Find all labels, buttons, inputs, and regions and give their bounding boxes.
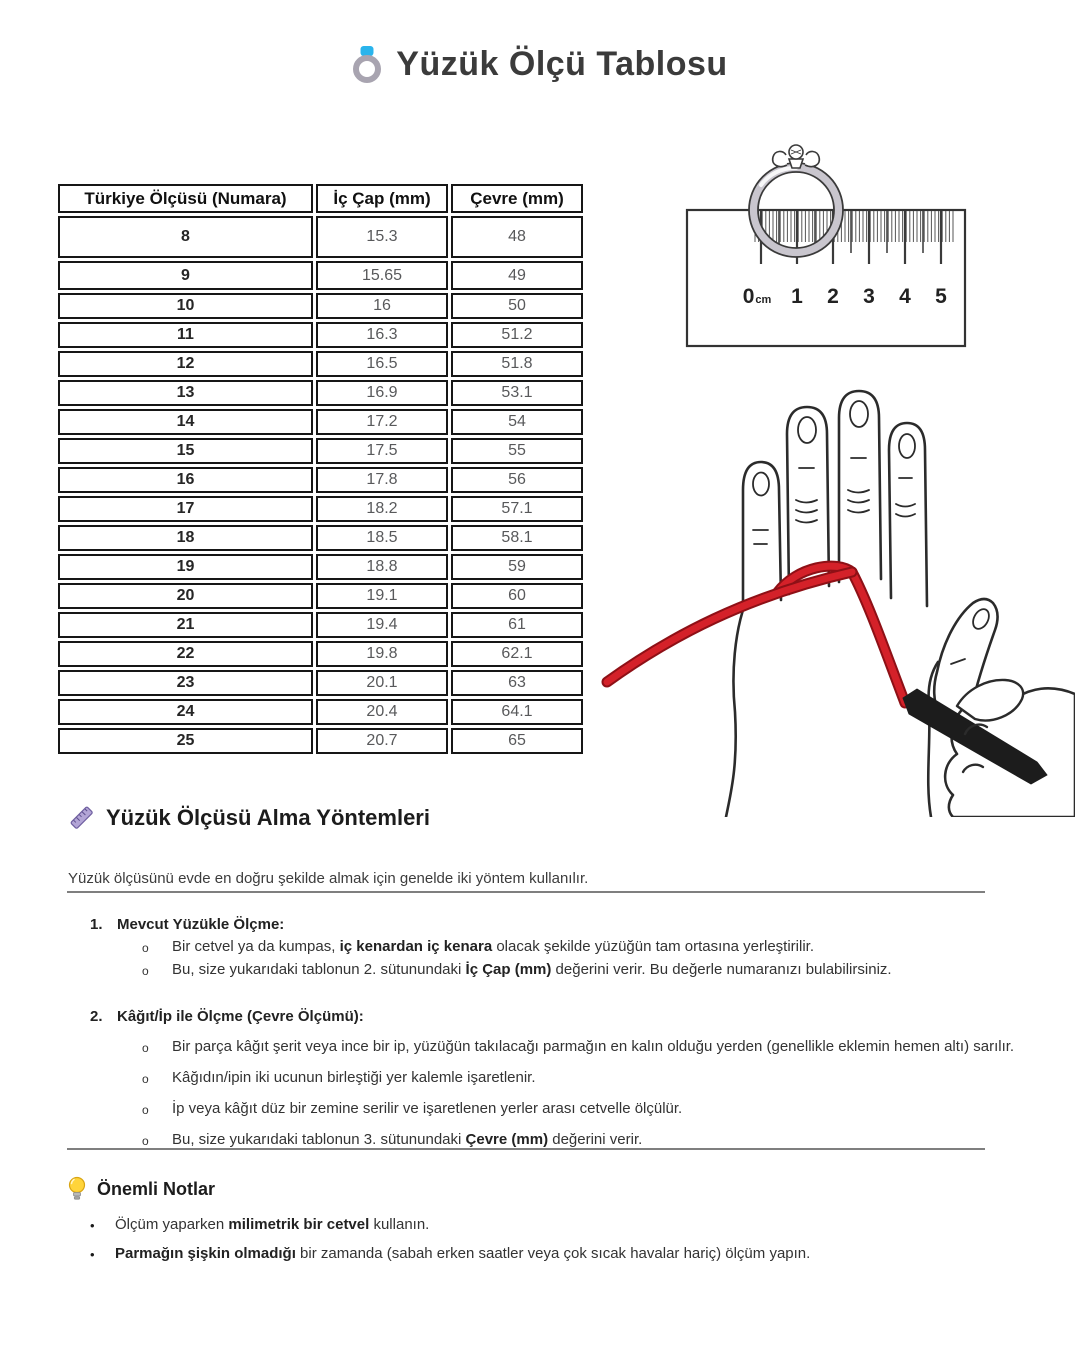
table-cell: 65 <box>451 728 583 754</box>
table-cell: 19 <box>58 554 313 580</box>
table-cell: 18 <box>58 525 313 551</box>
table-cell: 8 <box>58 216 313 258</box>
table-row <box>58 351 583 377</box>
ruler-number: 1 <box>791 285 803 308</box>
table-cell: 60 <box>451 583 583 609</box>
table-cell: 16 <box>316 293 448 319</box>
note-bullet-text: Parmağın şişkin olmadığı bir zamanda (sabah erken saatler veya çok sıcak havalar hariç) ölçüm yapın. <box>115 1245 811 1262</box>
sub-bullet-text: Bir cetvel ya da kumpas, iç kenardan iç kenara olacak şekilde yüzüğün tam ortasına yerleştirilir. <box>172 938 814 955</box>
method-item-number: 2. <box>90 1008 103 1025</box>
table-cell: 19.4 <box>316 612 448 638</box>
column-header: Türkiye Ölçüsü (Numara) <box>58 184 313 213</box>
table-cell: 16.3 <box>316 322 448 348</box>
ruler-number: 4 <box>899 285 911 308</box>
sub-bullet-text: Bu, size yukarıdaki tablonun 3. sütunundaki Çevre (mm) değerini verir. <box>172 1131 643 1148</box>
table-row <box>58 438 583 464</box>
method-item-label: Mevcut Yüzükle Ölçme: <box>117 916 285 933</box>
table-cell: 25 <box>58 728 313 754</box>
table-row <box>58 699 583 725</box>
ruler-number: 2 <box>827 285 839 308</box>
sub-bullet-marker: o <box>142 964 149 978</box>
table-cell: 61 <box>451 612 583 638</box>
notes-heading-row <box>68 1176 215 1202</box>
page-title: Yüzük Ölçü Tablosu <box>396 44 728 83</box>
methods-list <box>90 914 1040 1152</box>
table-row <box>58 612 583 638</box>
hand-string-illustration <box>585 372 1075 817</box>
table-cell: 20 <box>58 583 313 609</box>
table-cell: 18.2 <box>316 496 448 522</box>
divider <box>67 891 985 893</box>
method-item <box>90 914 1040 982</box>
table-row <box>58 409 583 435</box>
method-item-title <box>90 1006 1040 1028</box>
method-sub-bullet <box>142 1036 1040 1059</box>
table-cell: 21 <box>58 612 313 638</box>
table-cell: 23 <box>58 670 313 696</box>
table-cell: 56 <box>451 467 583 493</box>
table-cell: 13 <box>58 380 313 406</box>
table-cell: 64.1 <box>451 699 583 725</box>
table-cell: 19.8 <box>316 641 448 667</box>
table-cell: 24 <box>58 699 313 725</box>
method-sub-bullet <box>142 1067 1040 1090</box>
method-sub-bullet <box>142 1098 1040 1121</box>
table-cell: 62.1 <box>451 641 583 667</box>
sub-bullet-marker: o <box>142 1072 149 1086</box>
table-cell: 53.1 <box>451 380 583 406</box>
table-cell: 18.8 <box>316 554 448 580</box>
page-title-row <box>0 44 1080 84</box>
methods-intro: Yüzük ölçüsünü evde en doğru şekilde almak için genelde iki yöntem kullanılır. <box>68 870 589 887</box>
table-cell: 20.4 <box>316 699 448 725</box>
table-cell: 51.8 <box>451 351 583 377</box>
table-row <box>58 583 583 609</box>
table-row <box>58 670 583 696</box>
table-cell: 17.2 <box>316 409 448 435</box>
table-cell: 50 <box>451 293 583 319</box>
ring-size-table <box>55 181 586 757</box>
note-bullet-marker: • <box>90 1247 95 1262</box>
note-bullet <box>90 1214 1040 1237</box>
table-header <box>58 184 583 213</box>
method-item-number: 1. <box>90 916 103 933</box>
divider <box>67 1148 985 1150</box>
table-cell: 48 <box>451 216 583 258</box>
table-row <box>58 728 583 754</box>
ruler-icon <box>68 804 95 831</box>
column-header: Çevre (mm) <box>451 184 583 213</box>
table-cell: 51.2 <box>451 322 583 348</box>
table-row <box>58 261 583 290</box>
table-cell: 54 <box>451 409 583 435</box>
ruler-ring-illustration <box>683 135 973 350</box>
ruler-number: 3 <box>863 285 875 308</box>
sub-bullet-marker: o <box>142 1103 149 1117</box>
sub-bullet-text: İp veya kâğıt düz bir zemine serilir ve işaretlenen yerler arası cetvelle ölçülür. <box>172 1100 683 1117</box>
table-row <box>58 380 583 406</box>
ruler-number: 5 <box>935 285 947 308</box>
note-bullet <box>90 1243 1040 1266</box>
note-bullet-text: Ölçüm yaparken milimetrik bir cetvel kullanın. <box>115 1216 430 1233</box>
table-cell: 58.1 <box>451 525 583 551</box>
sub-bullet-marker: o <box>142 941 149 955</box>
table-cell: 10 <box>58 293 313 319</box>
table-cell: 16 <box>58 467 313 493</box>
table-row <box>58 641 583 667</box>
method-item <box>90 1006 1040 1152</box>
table-cell: 22 <box>58 641 313 667</box>
table-cell: 16.5 <box>316 351 448 377</box>
table-row <box>58 322 583 348</box>
table-row <box>58 496 583 522</box>
sub-bullet-text: Kâğıdın/ipin iki ucunun birleştiği yer kalemle işaretlenir. <box>172 1069 536 1086</box>
table-cell: 15.65 <box>316 261 448 290</box>
method-sub-bullet <box>142 936 1040 959</box>
table-cell: 15.3 <box>316 216 448 258</box>
table-cell: 57.1 <box>451 496 583 522</box>
table-cell: 17 <box>58 496 313 522</box>
sub-bullet-marker: o <box>142 1134 149 1148</box>
table-cell: 49 <box>451 261 583 290</box>
table-cell: 9 <box>58 261 313 290</box>
table-row <box>58 216 583 258</box>
table-cell: 12 <box>58 351 313 377</box>
table-cell: 55 <box>451 438 583 464</box>
notes-list <box>90 1214 1040 1266</box>
table-cell: 17.8 <box>316 467 448 493</box>
method-item-label: Kâğıt/İp ile Ölçme (Çevre Ölçümü): <box>117 1008 364 1025</box>
table-cell: 20.1 <box>316 670 448 696</box>
ring-icon <box>352 44 382 84</box>
table-cell: 18.5 <box>316 525 448 551</box>
table-cell: 14 <box>58 409 313 435</box>
table-cell: 15 <box>58 438 313 464</box>
table-row <box>58 293 583 319</box>
sub-bullet-text: Bu, size yukarıdaki tablonun 2. sütunundaki İç Çap (mm) değerini verir. Bu değerle numaranızı bulabilirsiniz. <box>172 961 892 978</box>
table-cell: 19.1 <box>316 583 448 609</box>
note-bullet-marker: • <box>90 1218 95 1233</box>
method-item-title <box>90 914 1040 936</box>
table-cell: 16.9 <box>316 380 448 406</box>
table-row <box>58 525 583 551</box>
table-row <box>58 554 583 580</box>
ruler-number: 0cm <box>742 285 772 308</box>
notes-heading: Önemli Notlar <box>97 1178 216 1199</box>
table-cell: 63 <box>451 670 583 696</box>
column-header: İç Çap (mm) <box>316 184 448 213</box>
methods-heading: Yüzük Ölçüsü Alma Yöntemleri <box>106 804 430 830</box>
sub-bullet-text: Bir parça kâğıt şerit veya ince bir ip, yüzüğün takılacağı parmağın en kalın olduğu yerden (genellikle eklemin hemen altı) sarılır. <box>172 1038 1015 1055</box>
lightbulb-icon <box>68 1176 86 1202</box>
table-cell: 59 <box>451 554 583 580</box>
table-cell: 17.5 <box>316 438 448 464</box>
table-row <box>58 467 583 493</box>
methods-heading-row <box>68 804 430 831</box>
method-sub-bullet <box>142 959 1040 982</box>
table-cell: 11 <box>58 322 313 348</box>
table-cell: 20.7 <box>316 728 448 754</box>
sub-bullet-marker: o <box>142 1041 149 1055</box>
